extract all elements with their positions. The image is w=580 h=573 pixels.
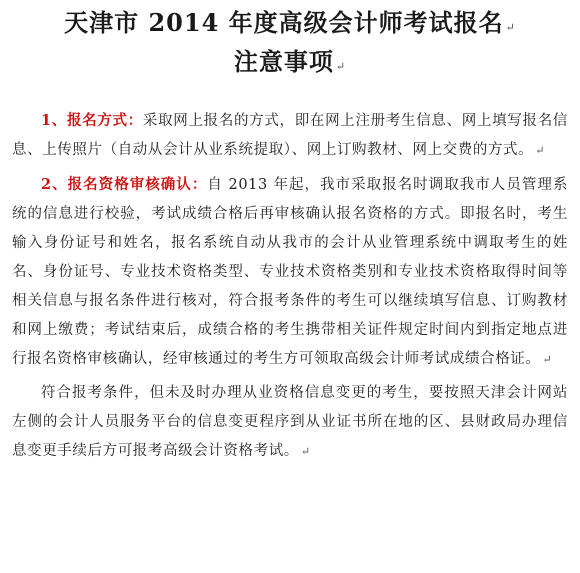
section-label: 2、报名资格审核确认： [41, 176, 208, 193]
title-text-1: 天津市 2014 年度高级会计师考试报名 [64, 8, 504, 37]
section-registration-method [12, 106, 568, 165]
section-text: 自 2013 年起，我市采取报名时调取我市人员管理系统的信息进行校验，考试成绩合格后再审核确认报名资格的方式。即报名时，考生输入身份证号和姓名，报名系统自动从我市的会计从业管理系统中调取考生的姓名、身份证号、专业技术资格类型、专业技术资格类别和专业技术资格取得时间等相关信息与报名条件进行核对，符合报考条件的考生可以继续填写信息、订购教材和网上缴费；考试结束后，成绩合格的考生携带相关证件规定时间内到指定地点进行报名资格审核确认，经审核通过的考生方可领取高级会计师考试成绩合格证。 [12, 177, 568, 367]
paragraph-mark-icon: ↵ [542, 353, 553, 366]
paragraph-mark-icon: ↵ [335, 60, 347, 73]
section-text: 符合报考条件，但未及时办理从业资格信息变更的考生，要按照天津会计网站左侧的会计人员服务平台的信息变更程序到从业证书所在地的区、县财政局办理信息变更手续后方可报考高级会计资格考试。 [12, 385, 568, 459]
section-qualification-review [12, 170, 568, 374]
section-label: 1、报名方式： [41, 112, 143, 129]
title-text-2: 注意事项 [233, 47, 334, 76]
document-title-line-2 [12, 45, 568, 84]
paragraph-mark-icon: ↵ [300, 445, 311, 458]
section-text: 采取网上报名的方式，即在网上注册考生信息、网上填写报名信息、上传照片（自动从会计从业系统提取）、网上订购教材、网上交费的方式。 [12, 113, 568, 158]
paragraph-mark-icon: ↵ [535, 144, 546, 157]
document-title-line-1 [12, 6, 568, 45]
paragraph-mark-icon: ↵ [505, 21, 516, 34]
section-info-change [12, 379, 568, 466]
